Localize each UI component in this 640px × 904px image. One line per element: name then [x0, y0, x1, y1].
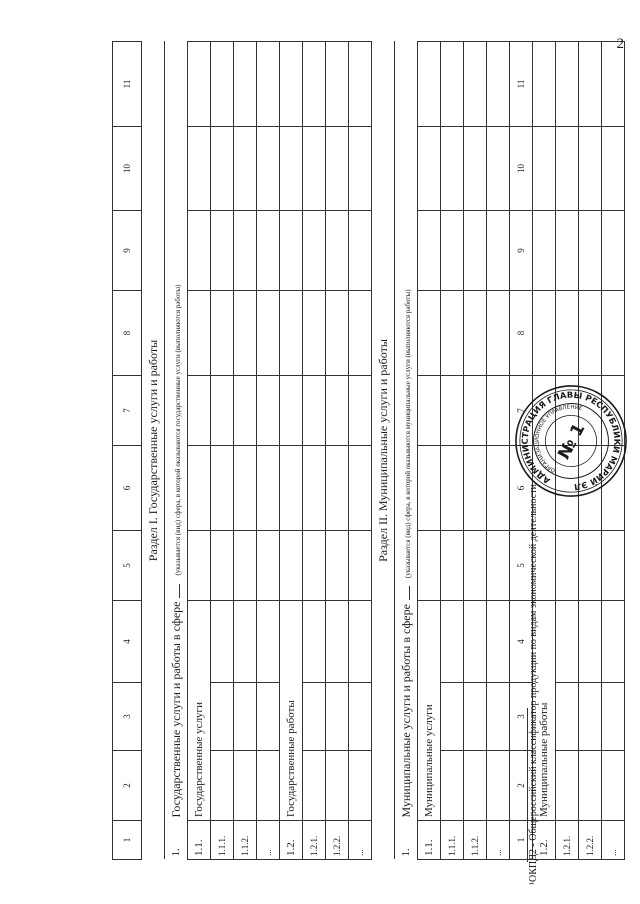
row-number: 1. [165, 821, 188, 860]
sphere-label: Муниципальные услуги и работы в сфере [398, 604, 413, 818]
table-row [441, 42, 464, 860]
table-row [257, 42, 280, 860]
row-number: 1.2.2. [326, 821, 349, 860]
row-number: 1.1.2. [234, 821, 257, 860]
col-num: 9 [510, 211, 533, 291]
section1-title: Раздел I. Государственные услуги и работы [142, 42, 165, 860]
row-number: 1.2.1. [556, 821, 579, 860]
col-num: 5 [113, 531, 142, 601]
row-label: Государственные услуги [188, 601, 211, 821]
sphere-blank [408, 586, 410, 600]
col-num: 2 [113, 751, 142, 821]
sphere-blank [178, 584, 180, 598]
row-number: 1. [395, 821, 418, 860]
row-number: 1.1. [418, 821, 441, 860]
row-number: ... [487, 821, 510, 860]
section2-sphere-row [395, 42, 418, 860]
row-number: ... [257, 821, 280, 860]
row-number: ... [349, 821, 372, 860]
col-num: 10 [510, 127, 533, 211]
section2-sphere [395, 42, 418, 821]
table-row [464, 42, 487, 860]
col-num: 6 [113, 446, 142, 531]
col-num: 11 [113, 42, 142, 127]
col-num: 7 [113, 376, 142, 446]
row-number: 1.2.2. [579, 821, 602, 860]
col-num: 4 [510, 601, 533, 683]
stamp-inner-text: ОРГАНИЗАЦИОННОЕ УПРАВЛЕНИЕ [534, 404, 583, 474]
table-row [211, 42, 234, 860]
col-num: 3 [510, 683, 533, 751]
col-num: 2 [510, 751, 533, 821]
table-row [303, 42, 326, 860]
table-row [349, 42, 372, 860]
table-row [326, 42, 349, 860]
sphere-caption: (указывается (вид) сфера, в которой оказываются государственные услуги (выполняются работы) [173, 284, 182, 576]
row-label: Государственные работы [280, 601, 303, 821]
row-number: ... [602, 821, 625, 860]
page-number: 2 [616, 36, 624, 52]
section1-title-row [142, 42, 165, 860]
table-row [487, 42, 510, 860]
header-row [113, 42, 142, 860]
row-number: 1.2.1. [303, 821, 326, 860]
col-num: 3 [113, 683, 142, 751]
row-number: 1.1.1. [441, 821, 464, 860]
row-number: 1.1. [188, 821, 211, 860]
row-label: Муниципальные услуги [418, 601, 441, 821]
section2-title-row [372, 42, 395, 860]
col-num: 6 [510, 446, 533, 531]
col-num: 8 [113, 291, 142, 376]
section1-sphere-row [165, 42, 188, 860]
col-num: 10 [113, 127, 142, 211]
footnote-area [528, 481, 548, 885]
row-number: 1.1.1. [211, 821, 234, 860]
col-num: 1 [510, 821, 533, 860]
table-row [418, 42, 441, 860]
table-row [280, 42, 303, 860]
row-label: Муниципальные работы [533, 601, 556, 821]
col-num: 11 [510, 42, 533, 127]
col-num: 8 [510, 291, 533, 376]
col-num: 7 [510, 376, 533, 446]
row-number: 1.1.2. [464, 821, 487, 860]
table-row [188, 42, 211, 860]
row-number: 1.2. [533, 821, 556, 860]
row-number: 1.2. [280, 821, 303, 860]
col-num: 5 [510, 531, 533, 601]
section2-title: Раздел II. Муниципальные услуги и работы [372, 42, 395, 860]
sphere-label: Государственные услуги и работы в сфере [168, 601, 183, 818]
col-num: 1 [113, 821, 142, 860]
stamp-outer-text: АДМИНИСТРАЦИЯ ГЛАВЫ РЕСПУБЛИКИ МАРИЙ ЭЛ [519, 389, 623, 493]
col-num: 9 [113, 211, 142, 291]
table-row [234, 42, 257, 860]
section1-sphere [165, 42, 188, 821]
col-num: 4 [113, 601, 142, 683]
sphere-caption: (указывается (вид) сфера, в которой оказываются муниципальные услуги (выполняются работы) [403, 289, 412, 579]
stamp-number: № 1 [553, 419, 589, 463]
official-stamp [512, 382, 630, 500]
footnote: ¹ОКПД2 - Общероссийский классификатор продукции по видам экономической деятельности. [528, 481, 539, 885]
